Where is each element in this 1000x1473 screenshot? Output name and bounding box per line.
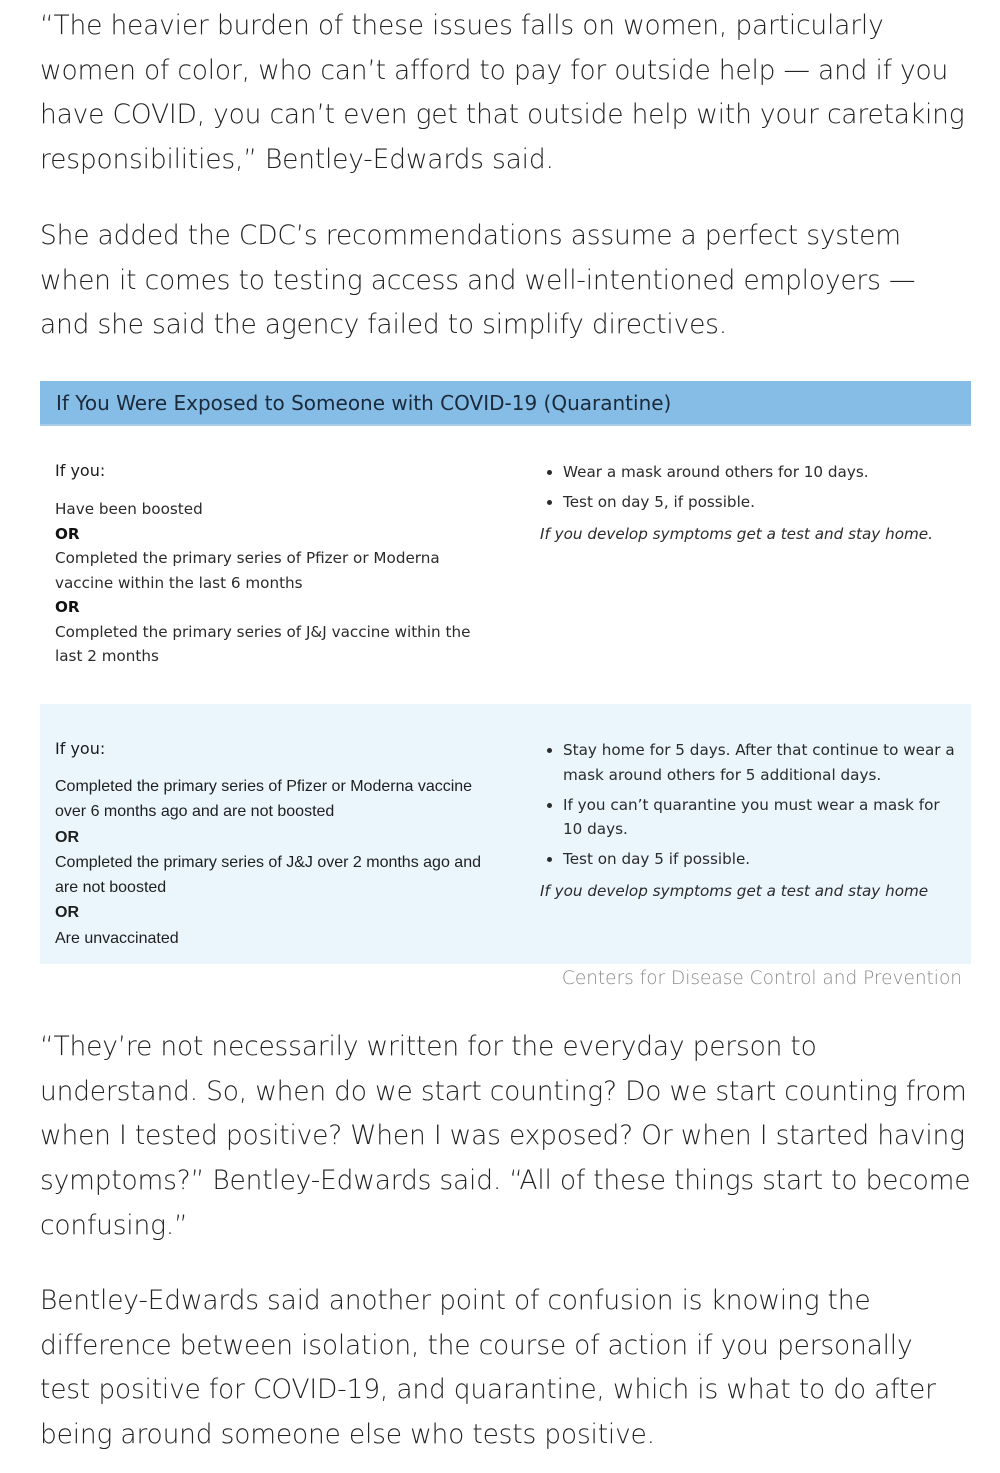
condition-text: Completed the primary series of Pfizer or Moderna vaccine within the last 6 months [55,549,440,592]
conditions-column [55,461,485,669]
if-you-label: If you: [55,461,106,480]
condition-text: Completed the primary series of Pfizer or Moderna vaccine over 6 months ago and are not boosted [55,778,473,821]
condition-text: Completed the primary series of J&J vaccine within the last 2 months [55,622,471,665]
symptoms-note: If you develop symptoms get a test and stay home. [540,524,933,543]
action-item: Stay home for 5 days. After that continue to wear a mask around others for 5 additional days. [563,738,960,787]
action-item: Test on day 5, if possible. [563,490,960,515]
actions-column [540,460,960,543]
condition-text: Are unvaccinated [55,929,179,947]
figure-header: If You Were Exposed to Someone with COVID-19 (Quarantine) [40,381,971,426]
actions-column [540,738,960,900]
action-item: Wear a mask around others for 10 days. [563,460,960,485]
action-list [540,738,960,872]
condition-text: Have been boosted [55,500,203,518]
article-paragraph: “They’re not necessarily written for the everyday person to understand. So, when do we start counting? Do we start counting from when I tested positive? When I was exposed? Or when I started having symptoms?” Bentley-Edwards said. “All of these things start to become confusing.” [40,1031,971,1241]
conditions-column [55,739,485,951]
quarantine-guidance-figure [40,381,971,964]
image-credit: Centers for Disease Control and Prevention [561,968,962,989]
article-paragraph: Bentley-Edwards said another point of confusion is knowing the difference between isolation, the course of action if you personally test positive for COVID-19, and quarantine, which is what to do after being around someone else who tests positive. [40,1285,936,1451]
if-you-label: If you: [55,739,106,758]
or-label: OR [55,904,79,922]
article-paragraph: “The heavier burden of these issues falls on women, particularly women of color, who can’t afford to pay for outside help — and if you have COVID, you can’t even get that outside help with your caretaking responsibilities,” Bentley-Edwards said. [40,10,965,176]
or-label: OR [55,524,80,543]
guidance-row-boosted [40,426,971,704]
action-item: If you can’t quarantine you must wear a mask for 10 days. [563,793,960,842]
or-label: OR [55,828,79,846]
action-list [540,460,960,515]
action-item: Test on day 5 if possible. [563,847,960,872]
article-paragraph: She added the CDC’s recommendations assume a perfect system when it comes to testing access and well-intentioned employers — and she said the agency failed to simplify directives. [40,220,916,341]
condition-text: Completed the primary series of J&J over 2 months ago and are not boosted [55,853,481,897]
symptoms-note: If you develop symptoms get a test and stay home [540,881,929,900]
or-label: OR [55,598,80,616]
guidance-row-not-boosted [40,704,971,964]
